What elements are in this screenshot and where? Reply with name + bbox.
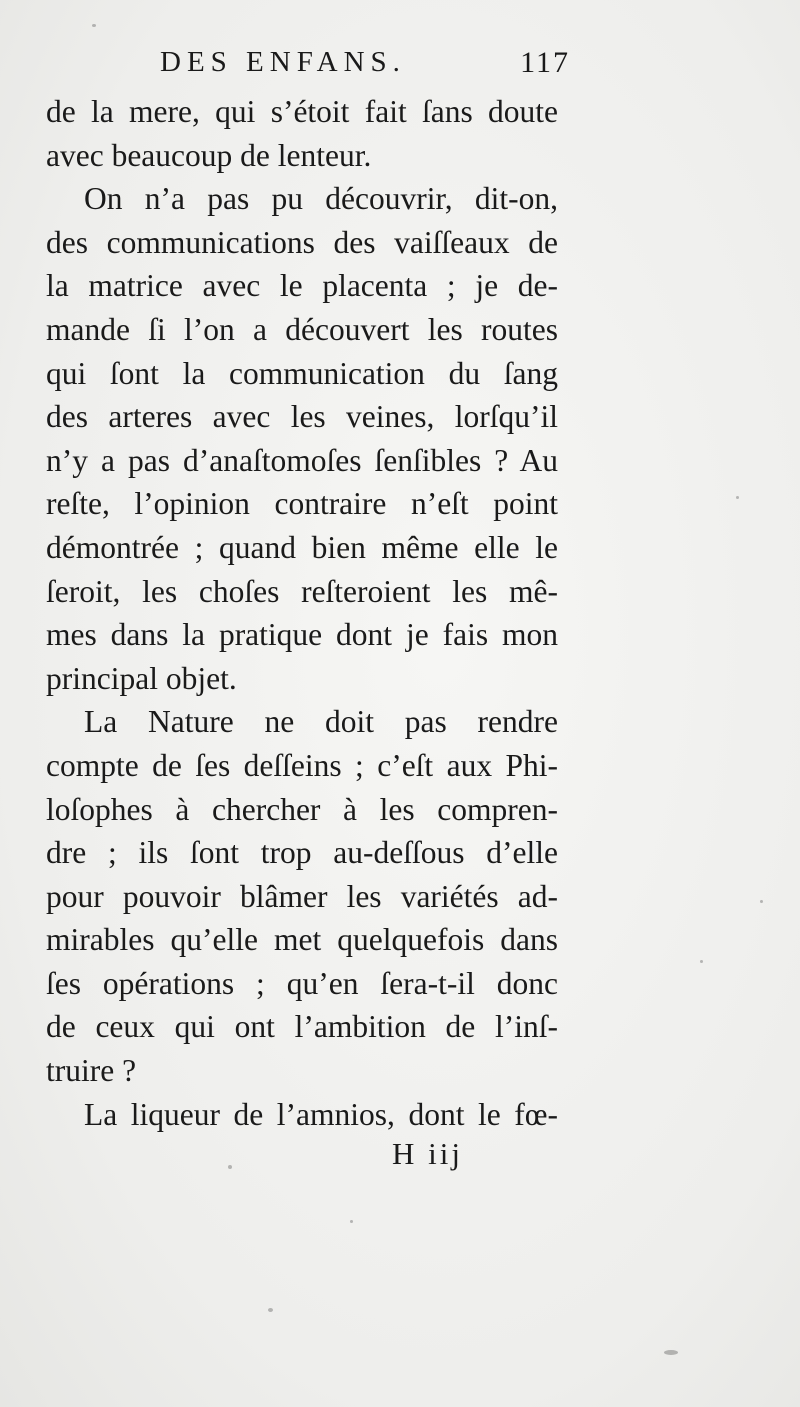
paper-speck <box>228 1165 232 1169</box>
paper-speck <box>700 960 703 963</box>
text-line: de la mere, qui s’étoit fait ſans doute <box>46 94 558 129</box>
running-head: DES ENFANS. <box>160 46 406 78</box>
signature-mark: H iij <box>392 1136 463 1171</box>
text-line: La liqueur de l’amnios, dont le fœ- <box>84 1096 558 1132</box>
text-line: dre ; ils ſont trop au-deſſous d’elle <box>46 835 558 871</box>
text-line: n’y a pas d’anaſtomoſes ſenſibles ? Au <box>46 442 558 478</box>
text-line: mes dans la pratique dont je fais mon <box>46 617 558 653</box>
paper-speck <box>664 1350 678 1355</box>
text-line: des communications des vaiſſeaux de <box>46 224 558 260</box>
text-line: qui ſont la communication du ſang <box>46 355 558 391</box>
text-line: démontrée ; quand bien même elle le <box>46 529 558 565</box>
paper-speck <box>350 1220 353 1223</box>
text-line: reſte, l’opinion contraire n’eſt point <box>46 486 558 522</box>
paper-speck <box>760 900 763 903</box>
page-number: 117 <box>520 46 570 79</box>
text-line: principal objet. <box>46 660 237 696</box>
text-line: truire ? <box>46 1053 137 1089</box>
text-line: pour pouvoir blâmer les variétés ad- <box>46 878 558 914</box>
text-line: mirables qu’elle met quelquefois dans <box>46 922 558 958</box>
paper-speck <box>92 24 96 27</box>
text-line: la matrice avec le placenta ; je de- <box>46 268 558 304</box>
paper-speck <box>268 1308 273 1312</box>
text-line: loſophes à chercher à les compren- <box>46 791 558 827</box>
body-text <box>46 90 558 1136</box>
text-line: ſes opérations ; qu’en ſera-t-il donc <box>46 965 558 1001</box>
text-line: compte de ſes deſſeins ; c’eſt aux Phi- <box>46 747 558 783</box>
text-line: de ceux qui ont l’ambition de l’inſ- <box>46 1009 558 1045</box>
paper-speck <box>736 496 739 499</box>
page-header <box>160 42 570 88</box>
text-line: des arteres avec les veines, lorſqu’il <box>46 399 558 435</box>
text-line: avec beaucoup de lenteur. <box>46 137 372 173</box>
text-line: ſeroit, les choſes reſteroient les mê- <box>46 573 558 609</box>
text-line: On n’a pas pu découvrir, dit-on, <box>84 181 558 217</box>
text-line: mande ſi l’on a découvert les routes <box>46 311 558 347</box>
text-line: La Nature ne doit pas rendre <box>84 704 558 740</box>
